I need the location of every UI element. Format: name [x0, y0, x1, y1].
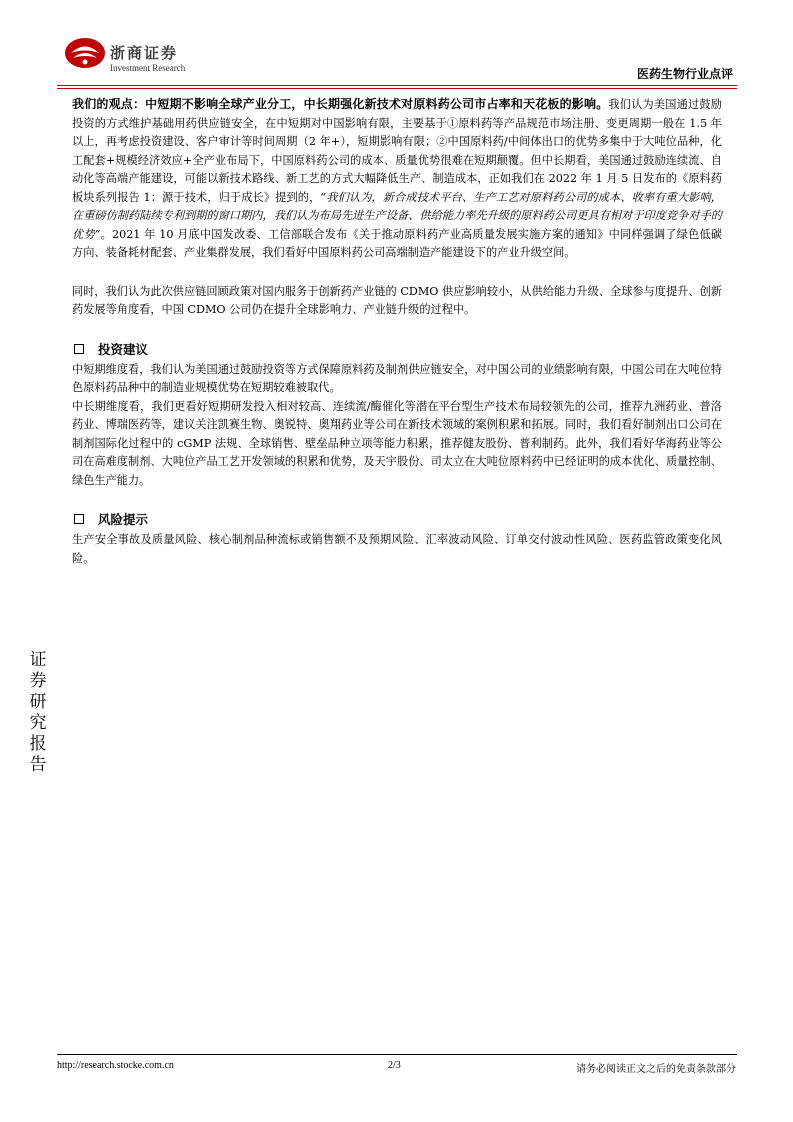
- investment-heading-text: 投资建议: [98, 341, 149, 357]
- sidebar-label: [24, 650, 52, 776]
- checkbox-bullet-icon: [74, 514, 84, 524]
- checkbox-bullet-icon: [74, 344, 84, 354]
- report-type: 医药生物行业点评: [636, 67, 733, 81]
- company-logo-icon: [63, 36, 107, 70]
- investment-paragraph-long-term: 中长期维度看，我们更看好短期研发投入相对较高、连续流/酶催化等潜在平台型生产技术布局较领先的公司，推荐九洲药业、普洛药业、博瑞医药等，建议关注凯赛生物、奥锐特、奥翔药业等公司在新技术领域的案例积累和拓展。同时，我们看好制剂出口公司在制剂国际化过程中的 cGMP 法规、全球销售、壁垒品种立项等能力积累，推荐健友股份、普利制药。此外，我们看好华海药业等公司在高难度制剂、大吨位产品工艺开发领域的积累和优势，及天宇股份、司太立在大吨位原料药中已经证明的成本优化、质量控制、绿色生产能力。: [72, 399, 722, 487]
- investment-paragraph-short-term: 中短期维度看，我们认为美国通过鼓励投资等方式保障原料药及制剂供应链安全，对中国公司的业绩影响有限，中国公司在大吨位特色原料药品种中的制造业规模优势在短期较难被取代。: [72, 362, 722, 394]
- page-header: [0, 0, 793, 90]
- sidebar-char: 究: [29, 713, 47, 733]
- cdmo-paragraph: 同时，我们认为此次供应链回顾政策对国内服务于创新药产业链的 CDMO 供应影响较小，从供给能力升级、全球参与度提升、创新药发展等角度看，中国 CDMO 公司仍在提升全球影响力、产业链升级的过程中。: [72, 284, 722, 316]
- main-content: [72, 95, 722, 568]
- sidebar-char: 告: [29, 755, 47, 775]
- viewpoint-text-a: 我们认为美国通过鼓励投资的方式维护基础用药供应链安全，在中短期对中国影响有限，主要基于①原料药等产品规范市场注册、变更周期一般在 1.5 年以上，再考虑投资建设、客户审计等时间周期（2 年+），短期影响有限；②中国原料药/中间体出口的优势多集中于大吨位品种，化工配套+规模经济效应+全产业布局下，中国原料药公司的成本、质量优势很难在短期颠覆。但中长期看，美国通过鼓励连续流、自动化等高端产能建设，可能以新技术路线、新工艺的方式大幅降低生产、制造成本，正如我们在 2022 年 1 月 5 日发布的《原料药板块系列报告 1：源于技术，归于成长》提到的，: [72, 98, 722, 204]
- investment-heading: [72, 338, 722, 360]
- risk-heading: [72, 508, 722, 530]
- viewpoint-paragraph: [72, 95, 722, 263]
- viewpoint-quote: “我们认为，新合成技术平台、生产工艺对原料药公司的成本、收率有重大影响，在重磅仿制药陆续专利到期的窗口期内，我们认为布局先进生产设备、供给能力率先升级的原料药公司更具有相对于印度竞争对手的优势”: [72, 190, 722, 241]
- company-name-en: Investment Research: [110, 63, 186, 73]
- header-divider-secondary: [57, 88, 737, 89]
- sidebar-char: 报: [29, 734, 47, 754]
- page-number: 2/3: [388, 1060, 401, 1071]
- header-divider: [57, 85, 737, 86]
- risk-section: [72, 508, 722, 568]
- risk-heading-text: 风险提示: [98, 512, 149, 527]
- footer-divider: [57, 1054, 737, 1055]
- viewpoint-text-b: 。2021 年 10 月底中国发改委、工信部联合发布《关于推动原料药产业高质量发展实施方案的通知》中同样强调了绿色低碳方向、装备耗材配套、产业集群发展，我们看好中国原料药公司高端制造产能建设下的产业升级空间。: [72, 227, 722, 259]
- sidebar-char: 研: [29, 692, 47, 712]
- footer-url-link[interactable]: http://research.stocke.com.cn: [57, 1060, 174, 1071]
- viewpoint-lead: 我们的观点：中短期不影响全球产业分工，中长期强化新技术对原料药公司市占率和天花板的影响。: [72, 97, 609, 111]
- risk-paragraph: 生产安全事故及质量风险、核心制剂品种流标或销售额不及预期风险、汇率波动风险、订单交付波动性风险、医药监管政策变化风险。: [72, 533, 722, 565]
- sidebar-char: 证: [29, 650, 47, 670]
- sidebar-char: 券: [29, 671, 47, 691]
- disclaimer-note: 请务必阅读正文之后的免责条款部分: [576, 1064, 736, 1075]
- company-name-cn: 浙商证券: [110, 44, 179, 62]
- investment-section: [72, 338, 722, 491]
